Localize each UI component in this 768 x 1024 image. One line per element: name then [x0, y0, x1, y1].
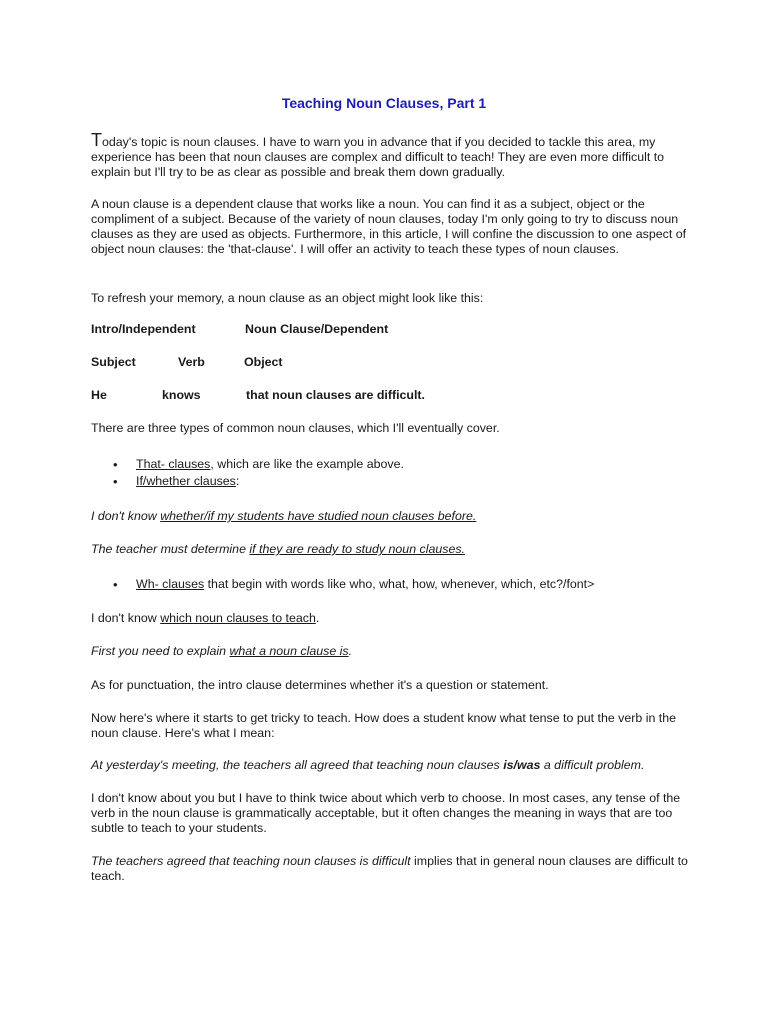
- wh-clauses-text: that begin with words like who, what, how, whenever, which, etc?/font>: [204, 577, 595, 591]
- if-whether-clauses-link[interactable]: If/whether clauses: [136, 474, 236, 488]
- example-4-clause: what a noun clause is: [229, 644, 349, 658]
- page-title: Teaching Noun Clauses, Part 1: [281, 95, 487, 111]
- example-3-clause: which noun clauses to teach: [160, 611, 316, 625]
- implication-example: The teachers agreed that teaching noun clauses is difficult: [91, 854, 411, 868]
- drop-cap: T: [91, 130, 102, 150]
- example-sentence-5: [91, 758, 691, 773]
- label-subject: Subject: [91, 355, 136, 369]
- header-intro-independent: Intro/Independent: [91, 322, 196, 336]
- that-clauses-text: , which are like the example above.: [210, 457, 404, 471]
- example-2-lead: The teacher must determine: [91, 542, 250, 556]
- example-1-lead: I don't know: [91, 509, 161, 523]
- example-sentence-2: [91, 542, 691, 557]
- label-object: Object: [244, 355, 283, 369]
- example-sentence-4: [91, 644, 691, 659]
- example-1-clause: whether/if my students have studied noun clauses before.: [160, 509, 477, 523]
- example-sentence-3: [91, 611, 691, 626]
- bullet-icon: •: [113, 474, 118, 489]
- example-subject: He: [91, 388, 107, 402]
- example-3-lead: I don't know: [91, 611, 161, 625]
- bullet-icon: •: [113, 577, 118, 592]
- example-2-clause: if they are ready to study noun clauses.: [249, 542, 465, 556]
- that-clauses-link[interactable]: That- clauses: [136, 457, 211, 471]
- intro-paragraph-text: oday's topic is noun clauses. I have to warn you in advance that if you decided to tackle this area, my experience has been that noun clauses are complex and difficult to teach! They are even more difficult to explain but I'll try to be as clear as possible and break them down gradually.: [91, 135, 665, 179]
- tense-paragraph: Now here's where it starts to get tricky to teach. How does a student know what tense to put the verb in the noun clause. Here's what I mean:: [91, 711, 677, 740]
- wh-clauses-link[interactable]: Wh- clauses: [136, 577, 205, 591]
- label-verb: Verb: [178, 355, 205, 369]
- example-5-lead: At yesterday's meeting, the teachers all agreed that teaching noun clauses: [91, 758, 504, 772]
- example-4-lead: First you need to explain: [91, 644, 230, 658]
- refresh-paragraph: To refresh your memory, a noun clause as an object might look like this:: [91, 291, 484, 305]
- example-5-verb: is/was: [503, 758, 541, 772]
- definition-paragraph: A noun clause is a dependent clause that works like a noun. You can find it as a subject, object or the compliment of a subject. Because of the variety of noun clauses, today I'm only going to try to discuss noun clauses as they are used as objects. Furthermore, in this article, I will confine the discussion to one aspect of object noun clauses: the 'that-clause'. I will offer an activity to teach these types of noun clauses.: [91, 197, 687, 256]
- verb-choice-paragraph: I don't know about you but I have to think twice about which verb to choose. In most cases, any tense of the verb in the noun clause is grammatically acceptable, but it often changes the meaning in ways that are too subtle to teach to your students.: [91, 791, 681, 835]
- implication-text: implies that in general noun clauses are difficult to teach.: [91, 854, 688, 883]
- example-3-end: .: [315, 611, 320, 625]
- example-object: that noun clauses are difficult.: [246, 388, 426, 402]
- bullet-icon: •: [113, 457, 118, 472]
- implication-paragraph: [91, 854, 691, 884]
- example-verb: knows: [162, 388, 201, 402]
- example-5-end: a difficult problem.: [540, 758, 645, 772]
- header-noun-clause-dependent: Noun Clause/Dependent: [245, 322, 389, 336]
- if-whether-clauses-text: :: [235, 474, 240, 488]
- intro-paragraph: [91, 130, 691, 180]
- punctuation-paragraph: As for punctuation, the intro clause determines whether it's a question or statement.: [91, 678, 549, 692]
- types-paragraph: There are three types of common noun clauses, which I'll eventually cover.: [91, 421, 500, 435]
- example-4-end: .: [348, 644, 353, 658]
- example-sentence-1: [91, 509, 691, 524]
